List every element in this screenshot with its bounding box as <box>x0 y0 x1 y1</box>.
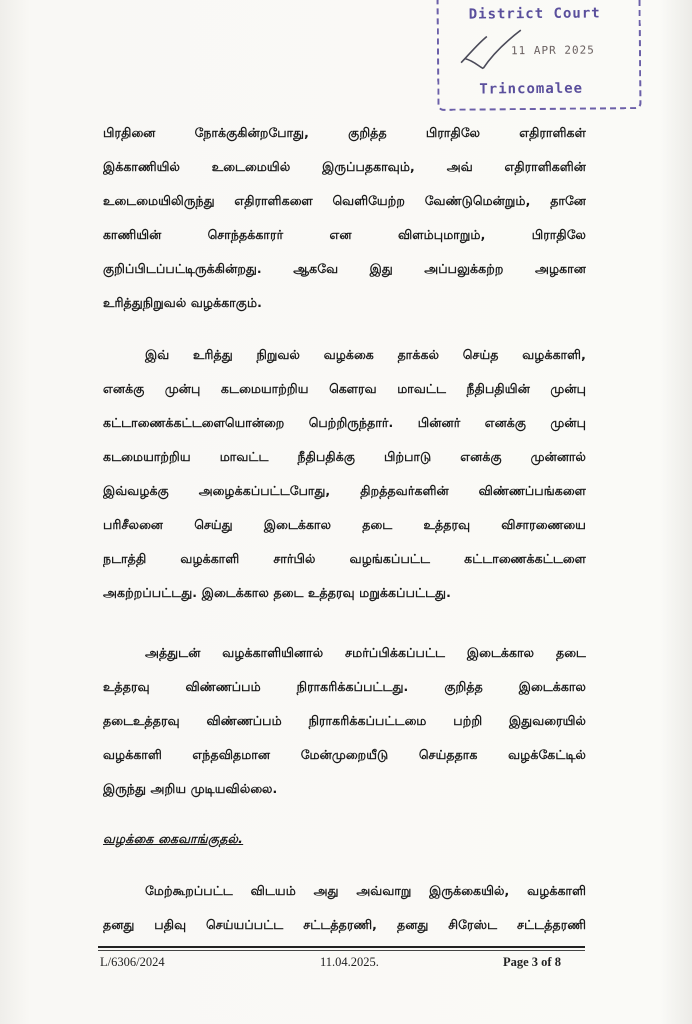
text-line: அத்துடன் வழக்காளியினால் சமர்ப்பிக்கப்பட்ட இடைக்கால தடை <box>145 645 586 660</box>
footer-divider <box>98 946 585 948</box>
text-line: இவ்வழக்கு அழைக்கப்பட்டபோது, திறத்தவர்களின் விண்ணப்பங்களை <box>103 483 586 498</box>
text-line: இக்காணியில் உடைமையில் இருப்பதகாவும், அவ் எதிராளிகளின் <box>103 159 586 174</box>
footer-page-number: Page 3 of 8 <box>503 955 561 969</box>
text-line: மேற்கூறப்பட்ட விடயம் அது அவ்வாறு இருக்கையில், வழக்காளி <box>145 883 586 898</box>
text-line: நடாத்தி வழக்காளி சார்பில் வழங்கப்பட்ட கட்டாணைக்கட்டளை <box>103 551 586 566</box>
text-line: உடைமையிலிருந்து எதிராளிகளை வெளியேற்ற வேண்டுமென்றும், தானே <box>103 193 586 208</box>
text-line: இவ் உரித்து நிறுவல் வழக்கை தாக்கல் செய்த வழக்காளி, <box>145 347 586 362</box>
text-line: பிரதினை நோக்குகின்றபோது, குறித்த பிராதிலே எதிராளிகள் <box>103 125 586 140</box>
paragraph-3 <box>103 636 586 806</box>
footer-date: 11.04.2025. <box>320 955 379 969</box>
text-line: எனக்கு முன்பு கடமையாற்றிய கௌரவ மாவட்ட நீதிபதியின் முன்பு <box>103 381 586 396</box>
paragraph-1 <box>103 116 586 320</box>
text-line: குறிப்பிடப்பட்டிருக்கின்றது. ஆகவே இது அப்பலுக்கற்ற அழகான <box>103 261 586 276</box>
text-line: இருந்து அறிய முடியவில்லை. <box>103 781 278 796</box>
text-line: காணியின் சொந்தக்காரர் என விளம்புமாறும், பிராதிலே <box>103 227 586 242</box>
footer-case-number: L/6306/2024 <box>100 955 165 969</box>
court-stamp <box>436 0 641 111</box>
text-line: உரித்துநிறுவல் வழக்காகும். <box>103 295 263 310</box>
footer-divider-thin <box>98 950 585 951</box>
text-line: தடைஉத்தரவு விண்ணப்பம் நிராகரிக்கப்பட்டமை பற்றி இதுவரையில் <box>103 713 586 728</box>
text-line: வழக்காளி எந்தவிதமான மேன்முறையீடு செய்ததாக வழக்கேட்டில் <box>103 747 586 762</box>
text-line: பரிசீலனை செய்து இடைக்கால தடை உத்தரவு விசாரணையை <box>103 517 586 532</box>
text-line: தனது பதிவு செய்யப்பட்ட சட்டத்தரணி, தனது சிரேஸ்ட சட்டத்தரணி <box>103 917 586 932</box>
paragraph-2 <box>103 338 586 610</box>
text-line: கடமையாற்றிய மாவட்ட நீதிபதிக்கு பிற்பாடு எனக்கு முன்னால் <box>103 449 586 464</box>
text-line: கட்டாணைக்கட்டளையொன்றை பெற்றிருந்தார். பின்னர் எனக்கு முன்பு <box>103 415 586 430</box>
stamp-location: Trincomalee <box>479 80 584 98</box>
stamp-court-name: District Court <box>468 5 601 23</box>
paragraph-4 <box>103 874 586 942</box>
section-heading: வழக்கை கைவாங்குதல். <box>103 831 244 846</box>
text-line: உத்தரவு விண்ணப்பம் நிராகரிக்கப்பட்டது. குறித்த இடைக்கால <box>103 679 586 694</box>
stamp-date: 11 APR 2025 <box>510 43 595 58</box>
text-line: அகற்றப்பட்டது. இடைக்கால தடை உத்தரவு மறுக்கப்பட்டது. <box>103 585 451 600</box>
